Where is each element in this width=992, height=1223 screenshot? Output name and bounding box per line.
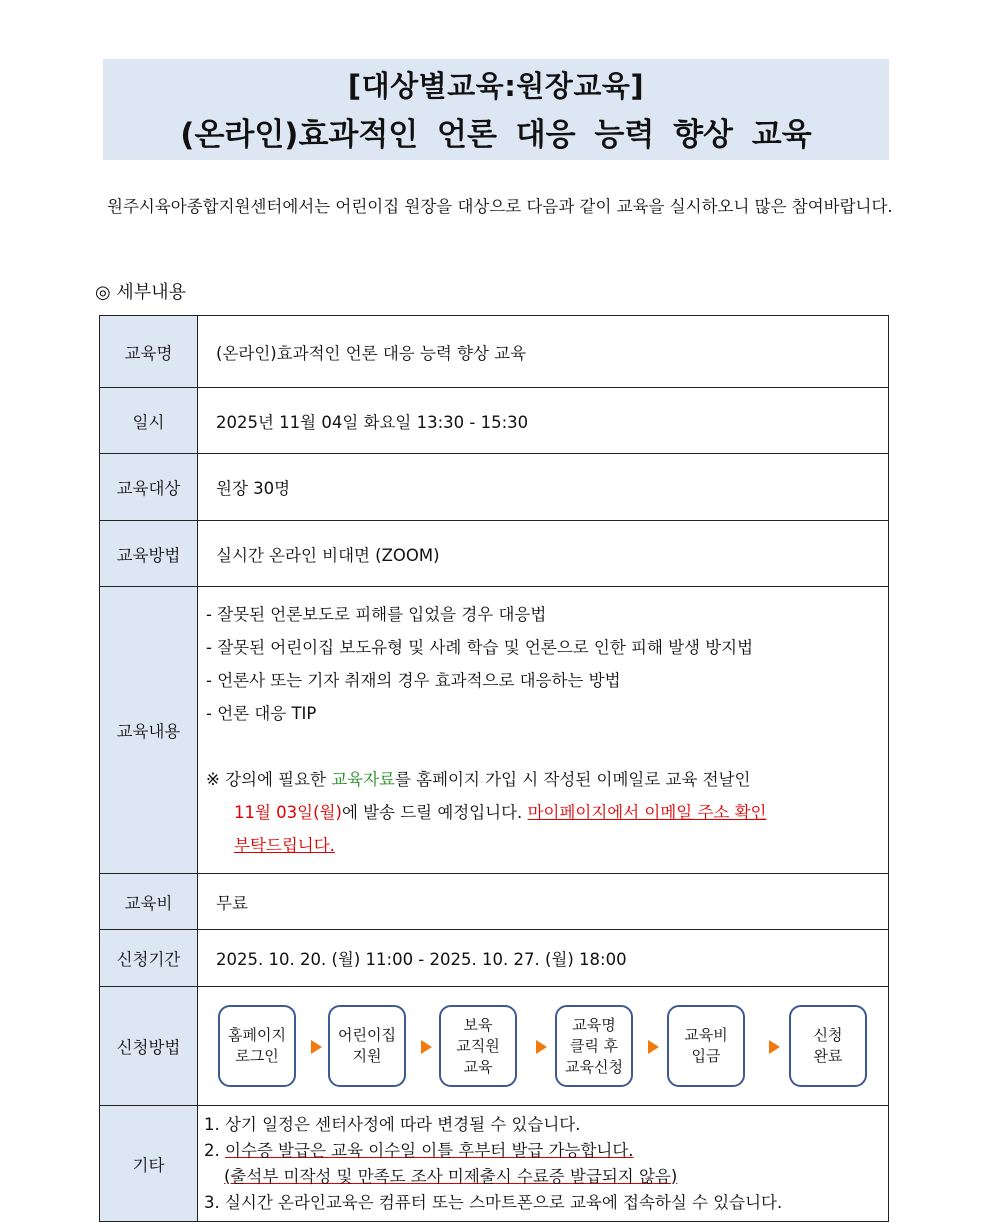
label-target: 교육대상 xyxy=(100,454,198,521)
page-title: (온라인)효과적인 언론 대응 능력 향상 교육 xyxy=(180,117,812,153)
content-item: - 언론사 또는 기자 취재의 경우 효과적으로 대응하는 방법 xyxy=(206,671,621,690)
label-method: 교육방법 xyxy=(100,521,198,587)
note-date-highlight: 11월 03일(월) xyxy=(234,803,342,822)
content-item: - 잘못된 어린이집 보도유형 및 사례 학습 및 언론으로 인한 피해 발생 방지법 xyxy=(206,638,754,657)
etc-certificate-notice: 이수증 발급은 교육 이수일 이틀 후부터 발급 가능합니다. xyxy=(225,1140,634,1160)
etc-line-2 xyxy=(204,1138,888,1164)
section-heading: ◎ 세부내용 xyxy=(95,282,186,303)
step-text: 완료 xyxy=(813,1047,843,1065)
etc-line-2-prefix: 2. xyxy=(204,1140,225,1160)
step-text: 입금 xyxy=(691,1047,721,1065)
step-login xyxy=(218,1005,296,1087)
label-fee: 교육비 xyxy=(100,874,198,930)
title-category: [대상별교육:원장교육] xyxy=(347,69,645,103)
table-row-apply xyxy=(100,987,889,1106)
step-text: 클릭 후 xyxy=(569,1036,619,1055)
step-text: 지원 xyxy=(352,1047,382,1065)
label-content: 교육내용 xyxy=(100,587,198,874)
table-row-fee xyxy=(100,874,889,930)
table-row-content xyxy=(100,587,889,874)
apply-steps xyxy=(198,987,888,1105)
arrow-right-icon xyxy=(421,1040,432,1054)
arrow-right-icon xyxy=(648,1040,659,1054)
content-note-cont xyxy=(206,796,888,829)
label-date: 일시 xyxy=(100,388,198,454)
note-request: 부탁드립니다. xyxy=(234,836,335,855)
table-row-period xyxy=(100,930,889,987)
step-text: 교육신청 xyxy=(565,1057,623,1076)
content-item: - 잘못된 언론보도로 피해를 입었을 경우 대응법 xyxy=(206,605,547,624)
note-mypage-warning: 마이페이지에서 이메일 주소 확인 xyxy=(527,803,767,822)
step-text: 홈페이지 xyxy=(228,1026,286,1044)
label-apply: 신청방법 xyxy=(100,987,198,1106)
table-row-date xyxy=(100,388,889,454)
step-text: 로그인 xyxy=(235,1047,279,1065)
value-date: 2025년 11월 04일 화요일 13:30 - 15:30 xyxy=(198,388,889,454)
step-text: 교육 xyxy=(463,1057,493,1076)
intro-text: 원주시육아종합지원센터에서는 어린이집 원장을 대상으로 다음과 같이 교육을 실시하오니 많은 참여바랍니다. xyxy=(107,197,893,216)
step-complete xyxy=(789,1005,867,1087)
step-apply-course xyxy=(555,1005,633,1087)
table-row-etc xyxy=(100,1106,889,1222)
arrow-right-icon xyxy=(769,1040,780,1054)
step-text: 교직원 xyxy=(456,1036,500,1055)
step-text: 교육비 xyxy=(684,1026,728,1044)
content-note xyxy=(206,763,888,796)
step-text: 어린이집 xyxy=(338,1026,396,1044)
content-item: - 언론 대응 TIP xyxy=(206,704,317,723)
value-apply xyxy=(198,987,889,1106)
step-text: 교육명 xyxy=(572,1015,616,1034)
label-period: 신청기간 xyxy=(100,930,198,987)
value-target: 원장 30명 xyxy=(198,454,889,521)
etc-line-3: 3. 실시간 온라인교육은 컴퓨터 또는 스마트폰으로 교육에 접속하실 수 있습니다. xyxy=(204,1192,783,1212)
etc-certificate-condition: (출석부 미작성 및 만족도 조사 미제출시 수료증 발급되지 않음) xyxy=(224,1166,678,1186)
value-etc xyxy=(198,1106,889,1222)
step-staff-education xyxy=(439,1005,517,1087)
label-name: 교육명 xyxy=(100,316,198,388)
value-content xyxy=(198,587,889,874)
arrow-right-icon xyxy=(311,1040,322,1054)
table-row-target xyxy=(100,454,889,521)
title-banner xyxy=(103,59,889,160)
value-name: (온라인)효과적인 언론 대응 능력 향상 교육 xyxy=(198,316,889,388)
table-row-method xyxy=(100,521,889,587)
table-row-name xyxy=(100,316,889,388)
note-prefix: ※ 강의에 필요한 xyxy=(206,770,332,789)
value-fee: 무료 xyxy=(198,874,889,930)
arrow-right-icon xyxy=(536,1040,547,1054)
step-payment xyxy=(667,1005,745,1087)
step-text: 신청 xyxy=(813,1026,843,1044)
note-middle: 를 홈페이지 가입 시 작성된 이메일로 교육 전날인 xyxy=(394,770,751,789)
etc-line-2b xyxy=(204,1164,888,1190)
value-method: 실시간 온라인 비대면 (ZOOM) xyxy=(198,521,889,587)
value-period: 2025. 10. 20. (월) 11:00 - 2025. 10. 27. (월) 18:00 xyxy=(198,930,889,987)
label-etc: 기타 xyxy=(100,1106,198,1222)
etc-line-1: 1. 상기 일정은 센터사정에 따라 변경될 수 있습니다. xyxy=(204,1114,581,1134)
step-daycare-support xyxy=(328,1005,406,1087)
note-after: 에 발송 드릴 예정입니다. xyxy=(341,803,528,822)
detail-table xyxy=(99,315,889,1222)
note-material-highlight: 교육자료 xyxy=(331,770,395,789)
content-note-cont2 xyxy=(206,829,888,862)
step-text: 보육 xyxy=(463,1015,493,1034)
